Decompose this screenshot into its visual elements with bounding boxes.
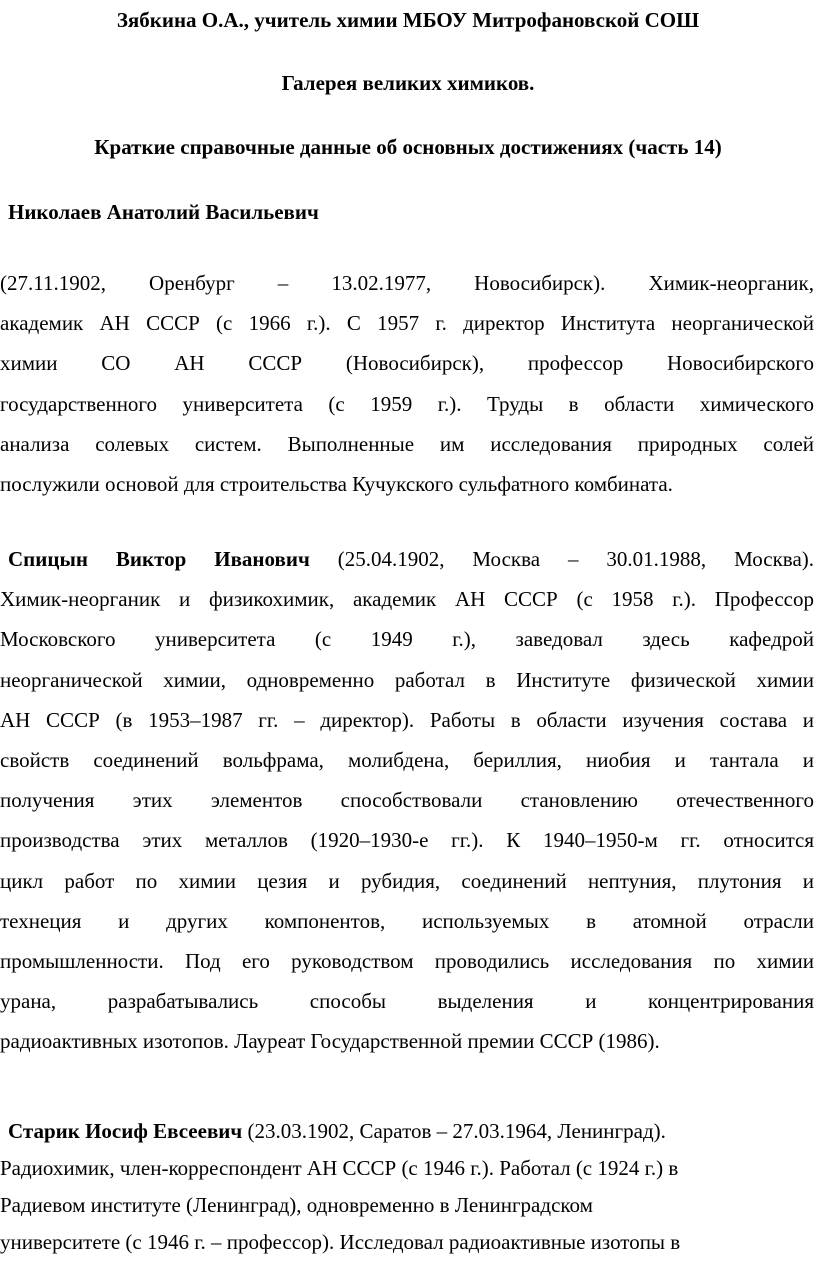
bio-dates-spitsyn: (25.04.1902, Москва – 30.01.1988, Москва). [337, 547, 815, 571]
text-line: АН СССР (в 1953–1987 гг. – директор). Работы в области изучения состава и [0, 707, 814, 732]
text-line: промышленности. Под его руководством проводились исследования по химии [0, 949, 814, 974]
page-subtitle: Краткие справочные данные об основных достижениях (часть 14) [94, 135, 722, 159]
bio-name-spitsyn: Спицын Виктор Иванович [8, 547, 310, 571]
bio-dates-starik: (23.03.1902, Саратов – 27.03.1964, Ленинград). [247, 1119, 666, 1143]
text-line: анализа солевых систем. Выполненные им исследования природных солей [0, 431, 814, 456]
text-line: послужили основой для строительства Кучукского сульфатного комбината. [0, 472, 673, 497]
bio-text-starik [0, 1113, 814, 1261]
text-line: (27.11.1902, Оренбург – 13.02.1977, Новосибирск). Химик-неорганик, [0, 271, 814, 295]
bio-name-nikolaev: Николаев Анатолий Васильевич [8, 200, 319, 224]
text-line: Московского университета (с 1949 г.), заведовал здесь кафедрой [0, 627, 814, 652]
text-line: неорганической химии, одновременно работал в Институте физической химии [0, 667, 814, 692]
text-line: Химик-неорганик и физикохимик, академик АН СССР (с 1958 г.). Профессор [0, 587, 814, 612]
text-line: радиоактивных изотопов. Лауреат Государственной премии СССР (1986). [0, 1029, 660, 1054]
bio-name-starik: Старик Иосиф Евсеевич [8, 1119, 243, 1143]
text-line [0, 539, 814, 579]
text-line [0, 1113, 814, 1150]
gallery-title: Галерея великих химиков. [281, 71, 535, 95]
bio-text-spitsyn [0, 539, 814, 1062]
text-line: производства этих металлов (1920–1930-е гг.). К 1940–1950-м гг. относится [0, 828, 814, 853]
text-line: цикл работ по химии цезия и рубидия, соединений нептуния, плутония и [0, 868, 814, 893]
text-line: технеция и других компонентов, используемых в атомной отрасли [0, 908, 814, 933]
text-line: государственного университета (с 1959 г.). Труды в области химического [0, 391, 814, 416]
text-line: Радиохимик, член-корреспондент АН СССР (с 1946 г.). Работал (с 1924 г.) в [0, 1156, 679, 1180]
text-line: урана, разрабатывались способы выделения и концентрирования [0, 989, 814, 1014]
author-line: Зябкина О.А., учитель химии МБОУ Митрофановской СОШ [116, 8, 700, 32]
text-line: Радиевом институте (Ленинград), одновременно в Ленинградском [0, 1193, 593, 1217]
text-line: свойств соединений вольфрама, молибдена, бериллия, ниобия и тантала и [0, 748, 814, 773]
text-line: академик АН СССР (с 1966 г.). С 1957 г. директор Института неорганической [0, 311, 814, 336]
bio-text-nikolaev [0, 263, 814, 504]
text-line: химии СО АН СССР (Новосибирск), профессор Новосибирского [0, 351, 814, 376]
text-line: университете (с 1946 г. – профессор). Исследовал радиоактивные изотопы в [0, 1230, 681, 1254]
text-line: получения этих элементов способствовали становлению отечественного [0, 788, 814, 813]
